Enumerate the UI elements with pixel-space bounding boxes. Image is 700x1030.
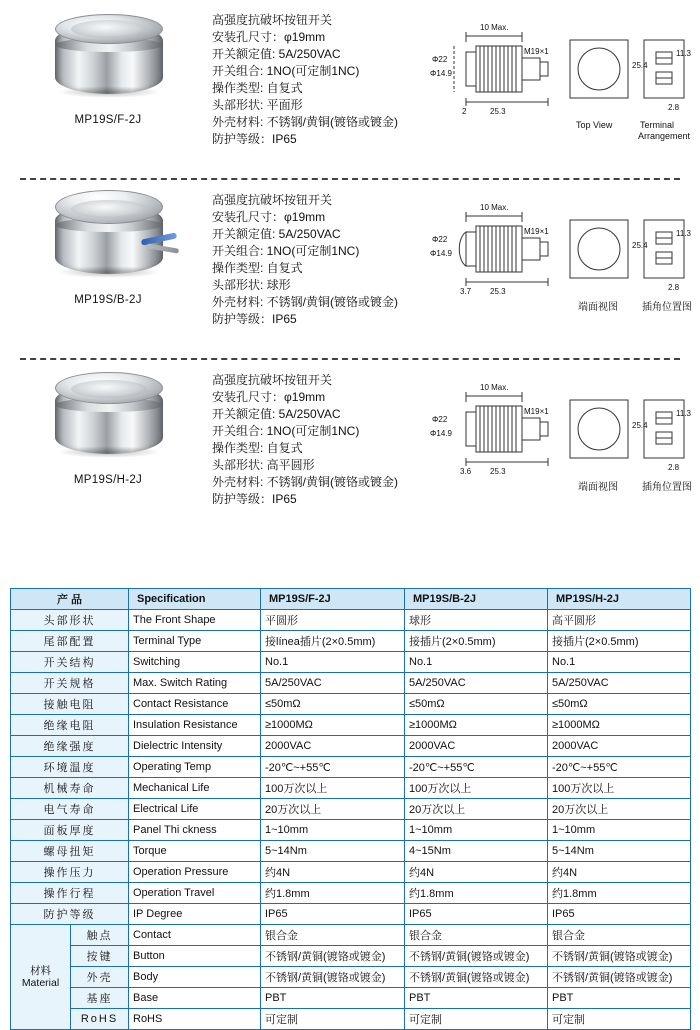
cell-h: PBT bbox=[548, 988, 691, 1009]
cell-b: 5A/250VAC bbox=[405, 673, 548, 694]
cell-f: 接línea插片(2×0.5mm) bbox=[261, 631, 405, 652]
cell-h: 银合金 bbox=[548, 925, 691, 946]
spec-line: 外壳材料: 不锈钢/黄铜(镀铬或镀金) bbox=[212, 475, 398, 489]
row-label-en: RoHS bbox=[129, 1009, 261, 1030]
drawing-label-thread: M19×1 bbox=[524, 407, 549, 416]
table-row-material bbox=[11, 1009, 691, 1030]
row-label-en: Operation Pressure bbox=[129, 862, 261, 883]
table-row bbox=[11, 631, 691, 652]
drawing-label-dia-inner: Φ14.9 bbox=[430, 69, 452, 78]
row-label-en: Panel Thi ckness bbox=[129, 820, 261, 841]
cell-b: 约1.8mm bbox=[405, 883, 548, 904]
drawing-label-dia-inner: Φ14.9 bbox=[430, 249, 452, 258]
table-row bbox=[11, 673, 691, 694]
product-specs-3 bbox=[212, 372, 432, 508]
table-row bbox=[11, 652, 691, 673]
header-product: 产 品 bbox=[11, 589, 129, 610]
row-label-cn: 环境温度 bbox=[11, 757, 129, 778]
row-label-cn: 防护等级 bbox=[11, 904, 129, 925]
cell-b: ≤50mΩ bbox=[405, 694, 548, 715]
table-row bbox=[11, 694, 691, 715]
row-label-en: Mechanical Life bbox=[129, 778, 261, 799]
cell-b: 100万次以上 bbox=[405, 778, 548, 799]
table-row-material bbox=[11, 967, 691, 988]
cell-h: 1~10mm bbox=[548, 820, 691, 841]
drawing-view-right-1b: Arrangement bbox=[638, 131, 691, 141]
cell-h: ≤50mΩ bbox=[548, 694, 691, 715]
drawing-label-right-small2: 2.8 bbox=[668, 463, 680, 472]
cell-b: 可定制 bbox=[405, 1009, 548, 1030]
spec-line: 高强度抗破坏按钮开关 bbox=[212, 193, 333, 207]
cell-b: ≥1000MΩ bbox=[405, 715, 548, 736]
cell-f: ≤50mΩ bbox=[261, 694, 405, 715]
cell-b: -20℃~+55℃ bbox=[405, 757, 548, 778]
drawing-label-right-height: 25.4 bbox=[632, 421, 648, 430]
cell-h: 接插片(2×0.5mm) bbox=[548, 631, 691, 652]
spec-line: 头部形状: 球形 bbox=[212, 278, 291, 292]
cell-h: 5~14Nm bbox=[548, 841, 691, 862]
cell-b: 不锈钢/黄铜(镀铬或镀金) bbox=[405, 946, 548, 967]
drawing-label-dia-outer: Φ22 bbox=[432, 55, 448, 64]
row-label-cn: 开关结构 bbox=[11, 652, 129, 673]
drawing-label-right-small2: 2.8 bbox=[668, 103, 680, 112]
spec-line: 头部形状: 平面形 bbox=[212, 98, 303, 112]
header-model-f: MP19S/F-2J bbox=[261, 589, 405, 610]
row-label-cn: 操作压力 bbox=[11, 862, 129, 883]
row-label-cn: 机械寿命 bbox=[11, 778, 129, 799]
cell-f: 约4N bbox=[261, 862, 405, 883]
cell-h: ≥1000MΩ bbox=[548, 715, 691, 736]
spec-line: 开关额定值: 5A/250VAC bbox=[212, 47, 341, 61]
spec-line: 开关额定值: 5A/250VAC bbox=[212, 407, 341, 421]
row-label-cn: RoHS bbox=[71, 1009, 129, 1030]
table-row bbox=[11, 862, 691, 883]
spec-line: 开关组合: 1NO(可定制1NC) bbox=[212, 64, 360, 78]
push-button-image-dome bbox=[33, 188, 183, 288]
product-photo-3 bbox=[18, 368, 198, 486]
row-label-en: Dielectric Intensity bbox=[129, 736, 261, 757]
table-header-row bbox=[11, 589, 691, 610]
row-label-en: Terminal Type bbox=[129, 631, 261, 652]
row-label-en: Operating Temp bbox=[129, 757, 261, 778]
cell-h: 可定制 bbox=[548, 1009, 691, 1030]
spec-line: 开关组合: 1NO(可定制1NC) bbox=[212, 424, 360, 438]
cell-h: 约4N bbox=[548, 862, 691, 883]
row-label-en: Base bbox=[129, 988, 261, 1009]
drawing-label-bottom-left: 3.7 bbox=[460, 287, 472, 296]
drawing-view-left-2: 端面视图 bbox=[578, 302, 618, 313]
spec-line: 操作类型: 自复式 bbox=[212, 261, 303, 275]
spec-line: 外壳材料: 不锈钢/黄铜(镀铬或镀金) bbox=[212, 115, 398, 129]
cell-b: 约4N bbox=[405, 862, 548, 883]
row-label-cn: 绝缘电阻 bbox=[11, 715, 129, 736]
table-row bbox=[11, 736, 691, 757]
row-label-en: Contact bbox=[129, 925, 261, 946]
spec-line: 安装孔尺寸：φ19mm bbox=[212, 210, 326, 224]
row-label-cn: 按键 bbox=[71, 946, 129, 967]
drawing-label-right-small: 11.3 bbox=[676, 229, 691, 238]
drawing-label-thread: M19×1 bbox=[524, 227, 549, 236]
row-label-cn: 尾部配置 bbox=[11, 631, 129, 652]
drawing-label-top-length: 10 Max. bbox=[480, 383, 509, 392]
row-label-cn: 接触电阻 bbox=[11, 694, 129, 715]
product-block-2 bbox=[0, 180, 700, 358]
cell-h: 高平圆形 bbox=[548, 610, 691, 631]
table-row-material bbox=[11, 988, 691, 1009]
table-body bbox=[11, 610, 691, 1030]
drawing-label-top-length: 10 Max. bbox=[480, 203, 509, 212]
row-label-en: The Front Shape bbox=[129, 610, 261, 631]
dimension-drawing-3 bbox=[428, 370, 690, 530]
drawing-view-left-3: 端面视图 bbox=[578, 482, 618, 493]
cell-b: 银合金 bbox=[405, 925, 548, 946]
cell-h: 2000VAC bbox=[548, 736, 691, 757]
drawing-label-bottom-length: 25.3 bbox=[490, 107, 506, 116]
material-group-label: 材料 Material bbox=[11, 925, 71, 1030]
row-label-en: Operation Travel bbox=[129, 883, 261, 904]
drawing-label-right-small2: 2.8 bbox=[668, 283, 680, 292]
spec-line: 高强度抗破坏按钮开关 bbox=[212, 373, 333, 387]
row-label-en: Insulation Resistance bbox=[129, 715, 261, 736]
table-row bbox=[11, 757, 691, 778]
table-row bbox=[11, 904, 691, 925]
specification-table bbox=[10, 588, 690, 1030]
row-label-cn: 触点 bbox=[71, 925, 129, 946]
header-model-b: MP19S/B-2J bbox=[405, 589, 548, 610]
cell-b: PBT bbox=[405, 988, 548, 1009]
drawing-view-right-3: 插角位置图 bbox=[642, 482, 692, 493]
table-row bbox=[11, 778, 691, 799]
spec-line: 开关组合: 1NO(可定制1NC) bbox=[212, 244, 360, 258]
cell-f: No.1 bbox=[261, 652, 405, 673]
cell-b: 1~10mm bbox=[405, 820, 548, 841]
cell-h: 5A/250VAC bbox=[548, 673, 691, 694]
product-specs-2 bbox=[212, 192, 432, 328]
drawing-label-dia-inner: Φ14.9 bbox=[430, 429, 452, 438]
spec-line: 头部形状: 高平圆形 bbox=[212, 458, 315, 472]
cell-h: No.1 bbox=[548, 652, 691, 673]
cell-b: 2000VAC bbox=[405, 736, 548, 757]
row-label-cn: 头部形状 bbox=[11, 610, 129, 631]
cell-f: 100万次以上 bbox=[261, 778, 405, 799]
cell-h: 20万次以上 bbox=[548, 799, 691, 820]
product-block-3 bbox=[0, 360, 700, 538]
spec-line: 防护等级：IP65 bbox=[212, 132, 297, 146]
cell-h: 约1.8mm bbox=[548, 883, 691, 904]
drawing-view-right-2: 插角位置图 bbox=[642, 302, 692, 313]
cell-b: 接插片(2×0.5mm) bbox=[405, 631, 548, 652]
spec-line: 安装孔尺寸：φ19mm bbox=[212, 30, 326, 44]
cell-f: 不锈钢/黄铜(镀铬或镀金) bbox=[261, 946, 405, 967]
drawing-view-left-1: Top View bbox=[576, 120, 613, 130]
drawing-label-bottom-length: 25.3 bbox=[490, 287, 506, 296]
header-model-h: MP19S/H-2J bbox=[548, 589, 691, 610]
drawing-view-right-1: Terminal bbox=[640, 120, 675, 130]
row-label-en: Max. Switch Rating bbox=[129, 673, 261, 694]
table-row bbox=[11, 820, 691, 841]
row-label-en: Body bbox=[129, 967, 261, 988]
cell-f: 可定制 bbox=[261, 1009, 405, 1030]
table-row bbox=[11, 883, 691, 904]
spec-line: 操作类型: 自复式 bbox=[212, 81, 303, 95]
cell-h: 不锈钢/黄铜(镀铬或镀金) bbox=[548, 946, 691, 967]
dimension-drawing-1 bbox=[428, 10, 690, 170]
cell-b: 20万次以上 bbox=[405, 799, 548, 820]
cell-b: 4~15Nm bbox=[405, 841, 548, 862]
row-label-cn: 螺母扭矩 bbox=[11, 841, 129, 862]
push-button-image-flat bbox=[33, 8, 183, 108]
cell-h: 不锈钢/黄铜(镀铬或镀金) bbox=[548, 967, 691, 988]
row-label-en: Torque bbox=[129, 841, 261, 862]
spec-line: 防护等级：IP65 bbox=[212, 312, 297, 326]
drawing-label-dia-outer: Φ22 bbox=[432, 415, 448, 424]
spec-line: 外壳材料: 不锈钢/黄铜(镀铬或镀金) bbox=[212, 295, 398, 309]
row-label-en: Switching bbox=[129, 652, 261, 673]
drawing-label-right-small: 11.3 bbox=[676, 409, 691, 418]
row-label-en: Contact Resistance bbox=[129, 694, 261, 715]
table-row bbox=[11, 799, 691, 820]
table-row-material bbox=[11, 946, 691, 967]
spec-line: 安装孔尺寸：φ19mm bbox=[212, 390, 326, 404]
cell-f: 约1.8mm bbox=[261, 883, 405, 904]
cell-h: 100万次以上 bbox=[548, 778, 691, 799]
spec-line: 高强度抗破坏按钮开关 bbox=[212, 13, 333, 27]
drawing-label-dia-outer: Φ22 bbox=[432, 235, 448, 244]
cell-b: IP65 bbox=[405, 904, 548, 925]
row-label-en: IP Degree bbox=[129, 904, 261, 925]
row-label-en: Electrical Life bbox=[129, 799, 261, 820]
product-block-1 bbox=[0, 0, 700, 178]
drawing-label-top-length: 10 Max. bbox=[480, 23, 509, 32]
drawing-label-bottom-left: 2 bbox=[462, 107, 467, 116]
product-photo-2 bbox=[18, 188, 198, 306]
spec-line: 开关额定值: 5A/250VAC bbox=[212, 227, 341, 241]
row-label-en: Button bbox=[129, 946, 261, 967]
drawing-label-right-small: 11.3 bbox=[676, 49, 691, 58]
product-photo-1 bbox=[18, 8, 198, 126]
cell-f: 5~14Nm bbox=[261, 841, 405, 862]
header-specification: Specification bbox=[129, 589, 261, 610]
dimension-drawing-2 bbox=[428, 190, 690, 350]
cell-f: 银合金 bbox=[261, 925, 405, 946]
spec-line: 操作类型: 自复式 bbox=[212, 441, 303, 455]
drawing-label-bottom-left: 3.6 bbox=[460, 467, 472, 476]
row-label-cn: 开关规格 bbox=[11, 673, 129, 694]
product-model-3: MP19S/H-2J bbox=[73, 474, 143, 486]
row-label-cn: 操作行程 bbox=[11, 883, 129, 904]
drawing-label-right-height: 25.4 bbox=[632, 241, 648, 250]
row-label-cn: 面板厚度 bbox=[11, 820, 129, 841]
cell-f: 5A/250VAC bbox=[261, 673, 405, 694]
cell-h: IP65 bbox=[548, 904, 691, 925]
cell-f: IP65 bbox=[261, 904, 405, 925]
cell-f: 20万次以上 bbox=[261, 799, 405, 820]
row-label-cn: 基座 bbox=[71, 988, 129, 1009]
cell-f: 2000VAC bbox=[261, 736, 405, 757]
row-label-cn: 外壳 bbox=[71, 967, 129, 988]
push-button-image-flatdome bbox=[33, 368, 183, 468]
product-model-1: MP19S/F-2J bbox=[74, 114, 142, 126]
table-row bbox=[11, 841, 691, 862]
cell-b: 不锈钢/黄铜(镀铬或镀金) bbox=[405, 967, 548, 988]
table-row-material bbox=[11, 925, 691, 946]
row-label-cn: 绝缘强度 bbox=[11, 736, 129, 757]
cell-b: 球形 bbox=[405, 610, 548, 631]
cell-b: No.1 bbox=[405, 652, 548, 673]
product-model-2: MP19S/B-2J bbox=[74, 294, 142, 306]
cell-f: PBT bbox=[261, 988, 405, 1009]
table-row bbox=[11, 610, 691, 631]
table-row bbox=[11, 715, 691, 736]
spec-line: 防护等级：IP65 bbox=[212, 492, 297, 506]
cell-f: 不锈钢/黄铜(镀铬或镀金) bbox=[261, 967, 405, 988]
cell-h: -20℃~+55℃ bbox=[548, 757, 691, 778]
cell-f: -20℃~+55℃ bbox=[261, 757, 405, 778]
drawing-label-bottom-length: 25.3 bbox=[490, 467, 506, 476]
cell-f: 1~10mm bbox=[261, 820, 405, 841]
drawing-label-thread: M19×1 bbox=[524, 47, 549, 56]
cell-f: ≥1000MΩ bbox=[261, 715, 405, 736]
product-specs-1 bbox=[212, 12, 432, 148]
cell-f: 平圆形 bbox=[261, 610, 405, 631]
drawing-label-right-height: 25.4 bbox=[632, 61, 648, 70]
row-label-cn: 电气寿命 bbox=[11, 799, 129, 820]
